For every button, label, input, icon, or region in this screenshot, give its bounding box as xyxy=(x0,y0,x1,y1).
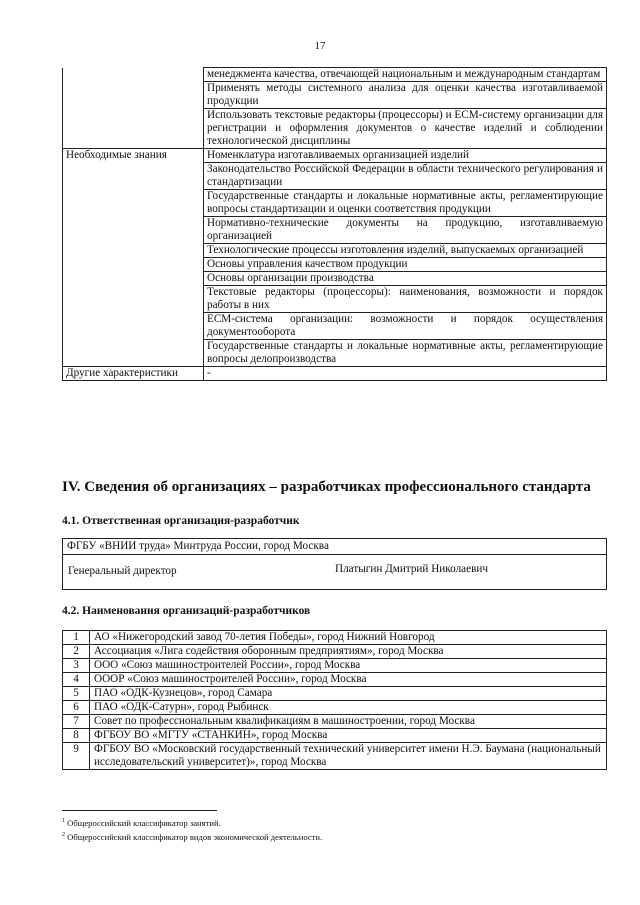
page-number: 17 xyxy=(314,40,326,52)
table-row xyxy=(63,645,607,659)
row-number: 2 xyxy=(63,645,90,659)
responsible-org-box xyxy=(62,538,607,590)
other-characteristics-value: - xyxy=(204,367,607,381)
footnote-mark: 2 xyxy=(62,831,65,838)
knowledge-item: Текстовые редакторы (процессоры): наименования, возможности и порядок работы в них xyxy=(204,286,607,313)
table-cell: Использовать текстовые редакторы (процессоры) и ЕСМ-систему организации для регистрации и оформления документов о качестве изделий и соблюдении технологической дисциплины xyxy=(204,109,607,149)
knowledge-item: Номенклатура изготавливаемых организацией изделий xyxy=(204,149,607,163)
table-row xyxy=(63,631,607,645)
row-number: 1 xyxy=(63,631,90,645)
org-name: ОООР «Союз машиностроителей России», город Москва xyxy=(90,673,607,687)
table-row xyxy=(63,743,607,770)
empty-label-cell xyxy=(63,340,204,367)
empty-label-cell xyxy=(63,163,204,190)
row-number: 4 xyxy=(63,673,90,687)
empty-label-cell xyxy=(63,258,204,272)
table-row xyxy=(63,244,607,258)
row-number: 8 xyxy=(63,729,90,743)
empty-label-cell xyxy=(63,190,204,217)
table-row xyxy=(63,729,607,743)
row-number: 5 xyxy=(63,687,90,701)
table-row xyxy=(63,687,607,701)
org-name: ПАО «ОДК-Кузнецов», город Самара xyxy=(90,687,607,701)
responsible-person: Платыгин Дмитрий Николаевич xyxy=(335,563,488,575)
table-row xyxy=(63,163,607,190)
knowledge-item: Нормативно-технические документы на продукцию, изготавливаемую организацией xyxy=(204,217,607,244)
table-row xyxy=(63,68,607,82)
knowledge-item: Технологические процессы изготовления изделий, выпускаемых организацией xyxy=(204,244,607,258)
footnote xyxy=(62,815,322,829)
empty-label-cell xyxy=(63,313,204,340)
knowledge-item: ЕСМ-система организации: возможности и порядок осуществления документооборота xyxy=(204,313,607,340)
knowledge-item: Государственные стандарты и локальные нормативные акты, регламентирующие вопросы стандартизации и оценки соответствия продукции xyxy=(204,190,607,217)
empty-label-cell xyxy=(63,82,204,109)
knowledge-label: Необходимые знания xyxy=(63,149,204,163)
table-row xyxy=(63,190,607,217)
table-row xyxy=(63,701,607,715)
section-heading: IV. Сведения об организациях – разработчиках профессионального стандарта xyxy=(62,479,591,495)
table-row xyxy=(63,715,607,729)
table-row xyxy=(63,340,607,367)
table-row xyxy=(63,272,607,286)
table-row xyxy=(63,659,607,673)
other-characteristics-label: Другие характеристики xyxy=(63,367,204,381)
responsible-org-name: ФГБУ «ВНИИ труда» Минтруда России, город Москва xyxy=(63,539,606,555)
table-row xyxy=(63,217,607,244)
table-cell: менеджмента качества, отвечающей национальным и международным стандартам xyxy=(204,68,607,82)
footnote-mark: 1 xyxy=(62,818,65,824)
requirements-table xyxy=(62,67,607,381)
org-name: Ассоциация «Лига содействия оборонным предприятиям», город Москва xyxy=(90,645,607,659)
table-row xyxy=(63,82,607,109)
developers-table xyxy=(62,630,607,770)
row-number: 3 xyxy=(63,659,90,673)
org-name: ПАО «ОДК-Сатурн», город Рыбинск xyxy=(90,701,607,715)
empty-label-cell xyxy=(63,286,204,313)
footnote-text: Общероссийский классификатор видов экономической деятельности. xyxy=(67,831,323,842)
table-row xyxy=(63,286,607,313)
footnote-text: Общероссийский классификатор занятий. xyxy=(67,817,221,828)
empty-label-cell xyxy=(63,217,204,244)
empty-label-cell xyxy=(63,68,204,82)
footnote-divider xyxy=(62,810,217,811)
org-name: ООО «Союз машиностроителей России», город Москва xyxy=(90,659,607,673)
empty-label-cell xyxy=(63,244,204,258)
knowledge-item: Основы организации производства xyxy=(204,272,607,286)
knowledge-item: Государственные стандарты и локальные нормативные акты, регламентирующие вопросы делопроизводства xyxy=(204,340,607,367)
empty-label-cell xyxy=(63,109,204,149)
table-row xyxy=(63,258,607,272)
responsible-org-heading: 4.1. Ответственная организация-разработчик xyxy=(62,515,300,527)
footnote xyxy=(62,829,322,843)
responsible-position: Генеральный директор xyxy=(68,565,177,577)
table-row xyxy=(63,149,607,163)
knowledge-item: Законодательство Российской Федерации в области технического регулирования и стандартизации xyxy=(204,163,607,190)
row-number: 7 xyxy=(63,715,90,729)
table-row xyxy=(63,367,607,381)
table-cell: Применять методы системного анализа для оценки качества изготавливаемой продукции xyxy=(204,82,607,109)
empty-label-cell xyxy=(63,272,204,286)
table-row xyxy=(63,313,607,340)
row-number: 9 xyxy=(63,743,90,770)
table-row xyxy=(63,109,607,149)
row-number: 6 xyxy=(63,701,90,715)
knowledge-item: Основы управления качеством продукции xyxy=(204,258,607,272)
footnotes xyxy=(62,815,322,843)
org-name: ФГБОУ ВО «Московский государственный технический университет имени Н.Э. Баумана (национальный исследовательский университет)», город Москва xyxy=(90,743,607,770)
org-name: АО «Нижегородский завод 70-летия Победы», город Нижний Новгород xyxy=(90,631,607,645)
org-name: Совет по профессиональным квалификациям в машиностроении, город Москва xyxy=(90,715,607,729)
org-name: ФГБОУ ВО «МГТУ «СТАНКИН», город Москва xyxy=(90,729,607,743)
table-row xyxy=(63,673,607,687)
developers-heading: 4.2. Наименования организаций-разработчиков xyxy=(62,605,311,617)
